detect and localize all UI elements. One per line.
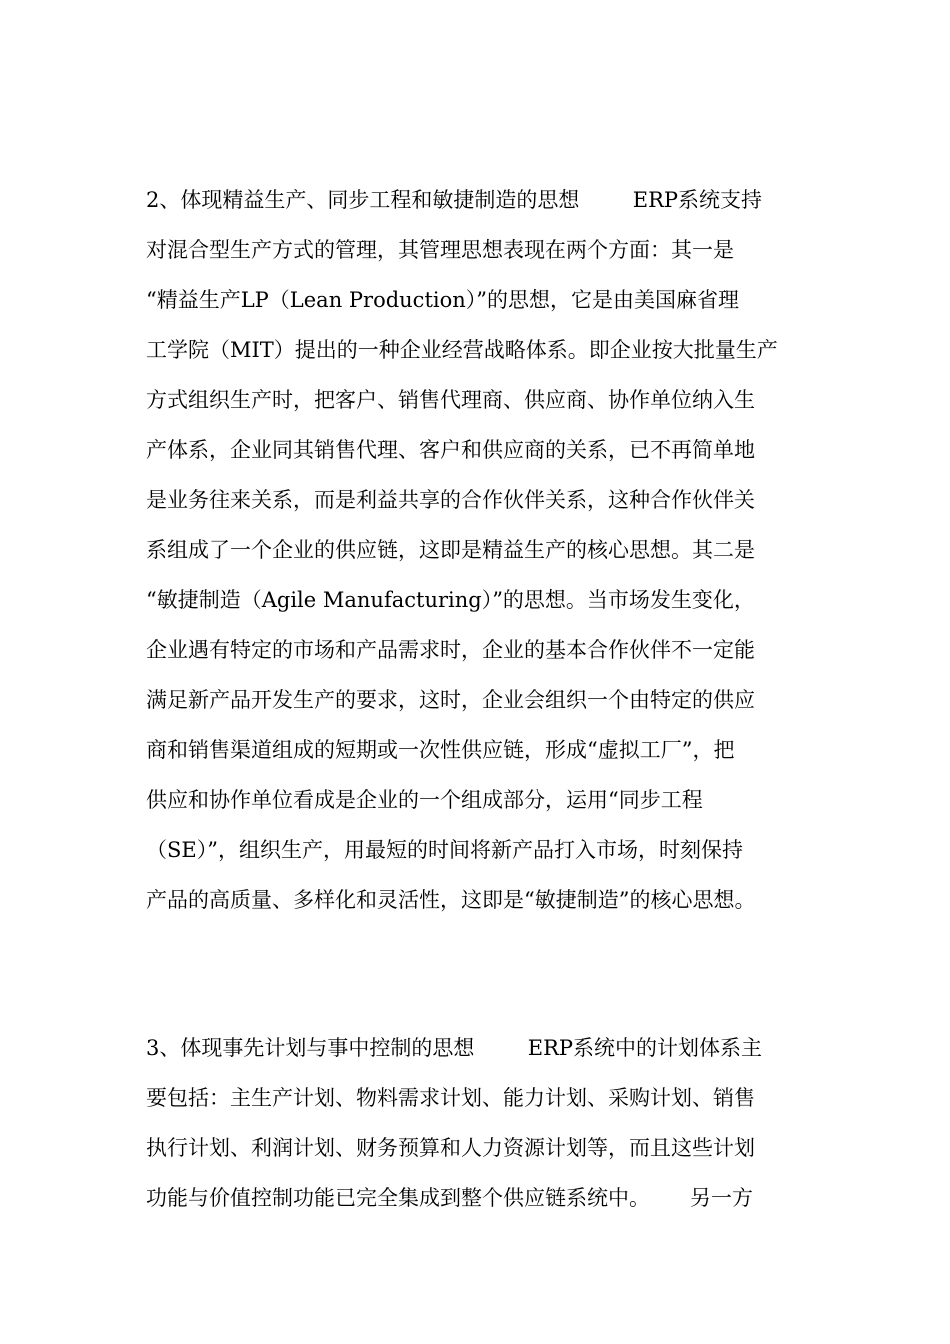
paragraph-line: “敏捷制造（Agile Manufacturing）”的思想。当市场发生变化， <box>146 588 755 612</box>
paragraph-line: 2、体现精益生产、同步工程和敏捷制造的思想 ERP系统支持 <box>146 188 763 212</box>
paragraph-line: 供应和协作单位看成是企业的一个组成部分，运用“同步工程 <box>146 788 703 812</box>
paragraph-line: 满足新产品开发生产的要求，这时，企业会组织一个由特定的供应 <box>146 688 755 712</box>
paragraph-line: 商和销售渠道组成的短期或一次性供应链，形成“虚拟工厂”，把 <box>146 738 735 762</box>
paragraph-line: 产体系，企业同其销售代理、客户和供应商的关系，已不再简单地 <box>146 438 755 462</box>
paragraph-line: 要包括：主生产计划、物料需求计划、能力计划、采购计划、销售 <box>146 1086 755 1110</box>
paragraph-line: 对混合型生产方式的管理，其管理思想表现在两个方面：其一是 <box>146 238 734 262</box>
paragraph-line: 工学院（MIT）提出的一种企业经营战略体系。即企业按大批量生产 <box>146 338 778 362</box>
paragraph-line: 方式组织生产时，把客户、销售代理商、供应商、协作单位纳入生 <box>146 388 755 412</box>
paragraph-line: 3、体现事先计划与事中控制的思想 ERP系统中的计划体系主 <box>146 1036 763 1060</box>
paragraph-line: （SE）”，组织生产，用最短的时间将新产品打入市场，时刻保持 <box>146 838 743 862</box>
paragraph-line: 功能与价值控制功能已完全集成到整个供应链系统中。 另一方 <box>146 1186 754 1210</box>
paragraph-line: 产品的高质量、多样化和灵活性，这即是“敏捷制造”的核心思想。 <box>146 888 756 912</box>
paragraph-line: 系组成了一个企业的供应链，这即是精益生产的核心思想。其二是 <box>146 538 755 562</box>
paragraph-line: 执行计划、利润计划、财务预算和人力资源计划等，而且这些计划 <box>146 1136 755 1160</box>
paragraph-line: 是业务往来关系，而是利益共享的合作伙伴关系，这种合作伙伴关 <box>146 488 755 512</box>
paragraph-line: “精益生产LP（Lean Production）”的思想，它是由美国麻省理 <box>146 288 740 312</box>
paragraph-line: 企业遇有特定的市场和产品需求时，企业的基本合作伙伴不一定能 <box>146 638 755 662</box>
